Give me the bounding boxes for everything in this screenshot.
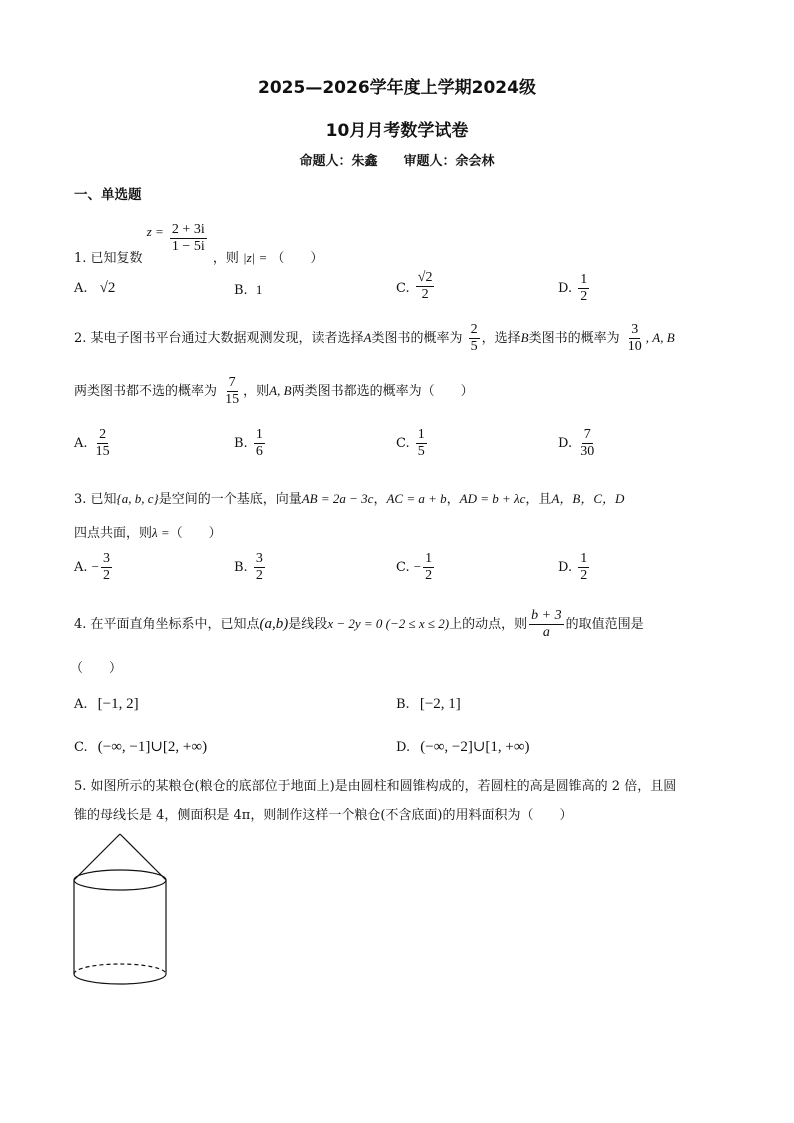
q3-option-c-den: 2 xyxy=(425,568,433,583)
q2-option-d xyxy=(558,427,598,460)
q3-option-d-frac xyxy=(578,551,589,584)
section-heading-single-choice: 一、单选题 xyxy=(74,187,142,203)
q2-option-a-den: 15 xyxy=(95,444,110,459)
q2-f2-num: 3 xyxy=(631,322,639,337)
q1-abs: |z| = xyxy=(243,250,268,265)
cylinder-top-ellipse xyxy=(74,870,166,890)
q2-option-a-num: 2 xyxy=(99,427,107,442)
q4-option-c-value: (−∞, −1]∪[2, +∞) xyxy=(97,739,208,755)
q2-option-b-den: 6 xyxy=(255,444,263,459)
q2-frac-1 xyxy=(469,322,480,355)
q4-option-c-label: C. xyxy=(74,740,88,755)
question-5-line2: 锥的母线长是 4，侧面积是 4π，则制作这样一个粮仓(不含底面)的用料面积为（ ） xyxy=(74,808,573,823)
q3-line2: 四点共面，则 xyxy=(74,526,153,541)
q3-option-c xyxy=(396,551,436,584)
q2-text-a: 2. 某电子图书平台通过大数据观测发现，读者选择 xyxy=(74,331,364,346)
q2-option-d-num: 7 xyxy=(583,427,591,442)
q2-option-c-frac xyxy=(416,427,427,460)
q3-option-c-sign: − xyxy=(413,559,422,574)
q4-frac-den: a xyxy=(542,625,550,640)
q4-paren: （ ） xyxy=(70,661,123,676)
q4-option-b xyxy=(396,696,461,713)
q3-option-b xyxy=(234,551,267,584)
q1-option-a-value: √2 xyxy=(99,280,116,296)
q1-option-d-num: 1 xyxy=(580,272,588,287)
q3-option-d-num: 1 xyxy=(580,551,588,566)
q2-ab2: A, B xyxy=(269,383,292,398)
question-2-line1 xyxy=(74,322,675,355)
q1-option-d xyxy=(558,272,591,305)
q4-segment: x − 2y = 0 (−2 ≤ x ≤ 2) xyxy=(327,616,450,631)
q4-option-d-label: D. xyxy=(396,740,411,755)
exam-subtitle: 10月月考数学试卷 xyxy=(325,121,469,141)
q1-option-c-den: 2 xyxy=(421,287,429,302)
q3-option-b-num: 3 xyxy=(255,551,263,566)
q2-option-b-num: 1 xyxy=(255,427,263,442)
q3-option-c-frac xyxy=(423,551,434,584)
q3-option-a-num: 3 xyxy=(103,551,111,566)
q3-text-b: 是空间的一个基底，向量 xyxy=(158,492,302,507)
q1-option-a-label: A. xyxy=(74,281,88,296)
q4-text-a: 4. 在平面直角坐标系中，已知点 xyxy=(74,617,260,632)
q3-option-c-num: 1 xyxy=(425,551,433,566)
q4-option-b-value: [−2, 1] xyxy=(419,696,461,712)
q2-f3-den: 15 xyxy=(225,392,240,407)
q1-then: ，则 xyxy=(212,251,239,266)
q3-option-c-label: C. xyxy=(396,560,410,575)
q1-option-b-value: 1 xyxy=(255,282,263,297)
q3-option-a-den: 2 xyxy=(103,568,111,583)
q2-option-d-label: D. xyxy=(558,436,573,451)
q4-option-a-value: [−1, 2] xyxy=(97,696,139,712)
q3-option-d xyxy=(558,551,591,584)
exam-title: 2025—2026学年度上学期2024级 xyxy=(258,78,536,98)
q1-paren: （ ） xyxy=(271,251,324,266)
q2-option-c-num: 1 xyxy=(417,427,425,442)
q4-option-a-label: A. xyxy=(74,697,88,712)
q2-option-d-den: 30 xyxy=(580,444,595,459)
q3-option-a-frac xyxy=(101,551,112,584)
q2-frac-2 xyxy=(626,322,644,355)
cone-right-edge xyxy=(120,834,166,880)
q4-option-d xyxy=(396,737,530,756)
q4-frac-num: b + 3 xyxy=(531,608,562,623)
q3-option-b-den: 2 xyxy=(255,568,263,583)
q2-option-b-frac xyxy=(254,427,265,460)
q2-option-b xyxy=(234,427,267,460)
cylinder-bottom-front-arc xyxy=(74,974,166,984)
q3-text-c: ，且 xyxy=(525,492,552,507)
q4-text-b: 是线段 xyxy=(288,617,328,632)
q3-option-d-den: 2 xyxy=(580,568,588,583)
q2-f1-num: 2 xyxy=(470,322,478,337)
q3-option-a-sign: − xyxy=(91,559,100,574)
q2-option-a xyxy=(74,427,114,460)
q3-option-d-label: D. xyxy=(558,560,573,575)
q1-option-c-num: √2 xyxy=(417,270,433,285)
q2-b: B xyxy=(520,330,529,345)
cone-left-edge xyxy=(74,834,120,880)
q3-option-a xyxy=(74,551,114,584)
q4-option-c xyxy=(74,737,207,756)
q2-option-b-label: B. xyxy=(234,436,248,451)
q3-option-b-frac xyxy=(254,551,265,584)
q1-option-c xyxy=(396,270,436,303)
q4-point: (a,b) xyxy=(259,616,289,632)
q2-option-c xyxy=(396,427,429,460)
q1-option-b-label: B. xyxy=(234,283,248,298)
q4-text-c: 上的动点，则 xyxy=(449,617,528,632)
q1-z-lhs: z = xyxy=(146,224,164,239)
granary-figure xyxy=(68,828,172,1008)
q2-text-d: 类图书的概率为 xyxy=(528,331,620,346)
q2-option-c-label: C. xyxy=(396,436,410,451)
q2-option-d-frac xyxy=(578,427,596,460)
q3-option-b-label: B. xyxy=(234,560,248,575)
q2-text-g: 两类图书都选的概率为（ ） xyxy=(291,384,474,399)
q3-ad-vector: AD = b + λc xyxy=(459,491,526,506)
q2-frac-3 xyxy=(223,375,241,408)
question-2-line2 xyxy=(74,375,474,408)
q2-option-a-frac xyxy=(94,427,112,460)
q2-a: A xyxy=(363,330,372,345)
q3-lambda: λ = xyxy=(152,525,170,540)
question-3-line1: 3. 已知{a, b, c}是空间的一个基底，向量AB = 2a − 3c，AC = a + b，AD = b + λc，且A，B，C，D xyxy=(74,491,625,507)
q1-option-d-frac xyxy=(578,272,589,305)
q3-option-a-label: A. xyxy=(74,560,88,575)
q2-f1-den: 5 xyxy=(470,339,478,354)
q1-option-d-den: 2 xyxy=(580,289,588,304)
q4-option-d-value: (−∞, −2]∪[1, +∞) xyxy=(420,739,530,755)
q2-text-b: 类图书的概率为 xyxy=(371,331,463,346)
question-1 xyxy=(74,218,324,266)
q3-ac-vector: AC = a + b xyxy=(386,491,447,506)
q2-f3-num: 7 xyxy=(228,375,236,390)
exam-authors: 命题人：朱鑫 审题人：余会林 xyxy=(299,154,495,169)
q4-text-d: 的取值范围是 xyxy=(565,617,644,632)
q1-frac-den: 1 − 5i xyxy=(171,239,205,254)
q3-paren: （ ） xyxy=(169,526,222,541)
q3-prefix: 3. 已知 xyxy=(74,492,117,507)
q1-option-b xyxy=(234,282,262,298)
q2-text-e: 两类图书都不选的概率为 xyxy=(74,384,218,399)
q2-ab: , A, B xyxy=(645,330,675,345)
q3-basis: {a, b, c} xyxy=(116,491,159,506)
question-3-line2 xyxy=(74,524,222,543)
q2-f2-den: 10 xyxy=(627,339,642,354)
cylinder-bottom-hidden-arc xyxy=(74,964,166,974)
q2-text-f: ，则 xyxy=(243,384,270,399)
q1-frac-num: 2 + 3i xyxy=(171,222,205,237)
q1-option-d-label: D. xyxy=(558,281,573,296)
q3-ab-vector: AB = 2a − 3c xyxy=(301,491,374,506)
question-5-line1: 5. 如图所示的某粮仓(粮仓的底部位于地面上)是由圆柱和圆锥构成的，若圆柱的高是圆锥高的 2 倍，且圆 xyxy=(74,779,677,794)
question-4-line1 xyxy=(74,608,644,641)
q4-option-a xyxy=(74,696,139,713)
q4-option-b-label: B. xyxy=(396,697,410,712)
q2-text-c: ，选择 xyxy=(481,331,521,346)
q1-prefix: 1. 已知复数 xyxy=(74,251,143,266)
q1-fraction xyxy=(170,222,207,255)
q2-option-c-den: 5 xyxy=(417,444,425,459)
q1-option-c-label: C. xyxy=(396,281,410,296)
q4-fraction xyxy=(529,608,563,641)
q1-option-a xyxy=(74,280,115,297)
q2-option-a-label: A. xyxy=(74,436,88,451)
q1-option-c-frac xyxy=(416,270,435,303)
q3-points: A，B，C，D xyxy=(551,491,625,506)
